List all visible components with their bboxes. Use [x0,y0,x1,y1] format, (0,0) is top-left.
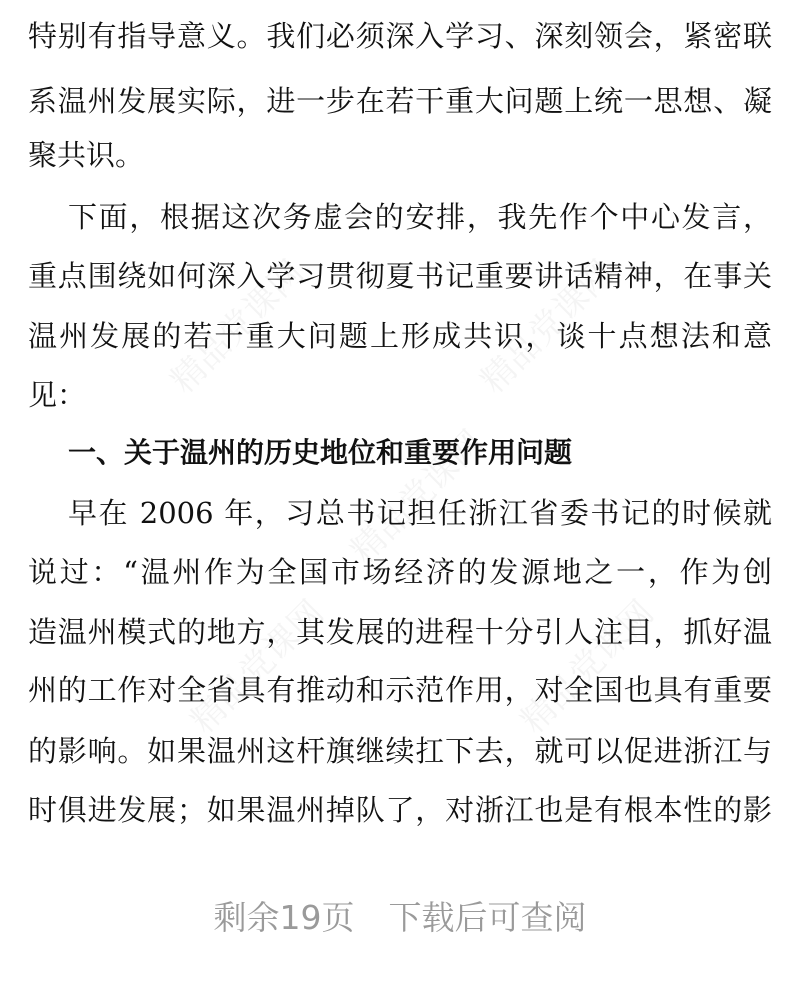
paragraph-line: 州的工作对全省具有推动和示范作用，对全国也具有重要 [28,673,772,707]
section-heading: 一、关于温州的历史地位和重要作用问题 [68,436,573,469]
paragraph-line: 造温州模式的地方，其发展的进程十分引人注目，抓好温 [28,615,772,649]
paragraph-line: 时俱进发展；如果温州掉队了，对浙江也是有根本性的影 [28,793,772,827]
paragraph-line: 见： [28,378,87,412]
paragraph-line: 系温州发展实际，进一步在若干重大问题上统一思想、凝 [28,84,772,118]
download-to-view-label: 下载后可查阅 [388,898,587,937]
paragraph-line: 重点围绕如何深入学习贯彻夏书记重要讲话精神，在事关 [28,259,772,293]
paragraph-line: 说过：“温州作为全国市场经济的发源地之一，作为创 [28,555,772,589]
paragraph-line: 特别有指导意义。我们必须深入学习、深刻领会，紧密联 [28,19,772,53]
paragraph-line: 聚共识。 [28,138,145,172]
watermark: 精品党课网 [163,252,312,402]
watermark: 精品党课网 [513,592,662,742]
download-prompt-link[interactable] [0,890,800,946]
watermark: 精品党课网 [343,422,492,572]
remaining-pages-label: 剩余19页 [213,898,355,937]
paragraph-line: 温州发展的若干重大问题上形成共识，谈十点想法和意 [28,319,772,353]
watermark: 精品党课网 [473,252,622,402]
watermark: 精品党课网 [183,592,332,742]
paragraph-line: 下面，根据这次务虚会的安排，我先作个中心发言， [68,200,772,234]
paragraph-line: 的影响。如果温州这杆旗继续扛下去，就可以促进浙江与 [28,734,772,768]
paragraph-line: 早在 2006 年，习总书记担任浙江省委书记的时候就 [68,496,772,530]
